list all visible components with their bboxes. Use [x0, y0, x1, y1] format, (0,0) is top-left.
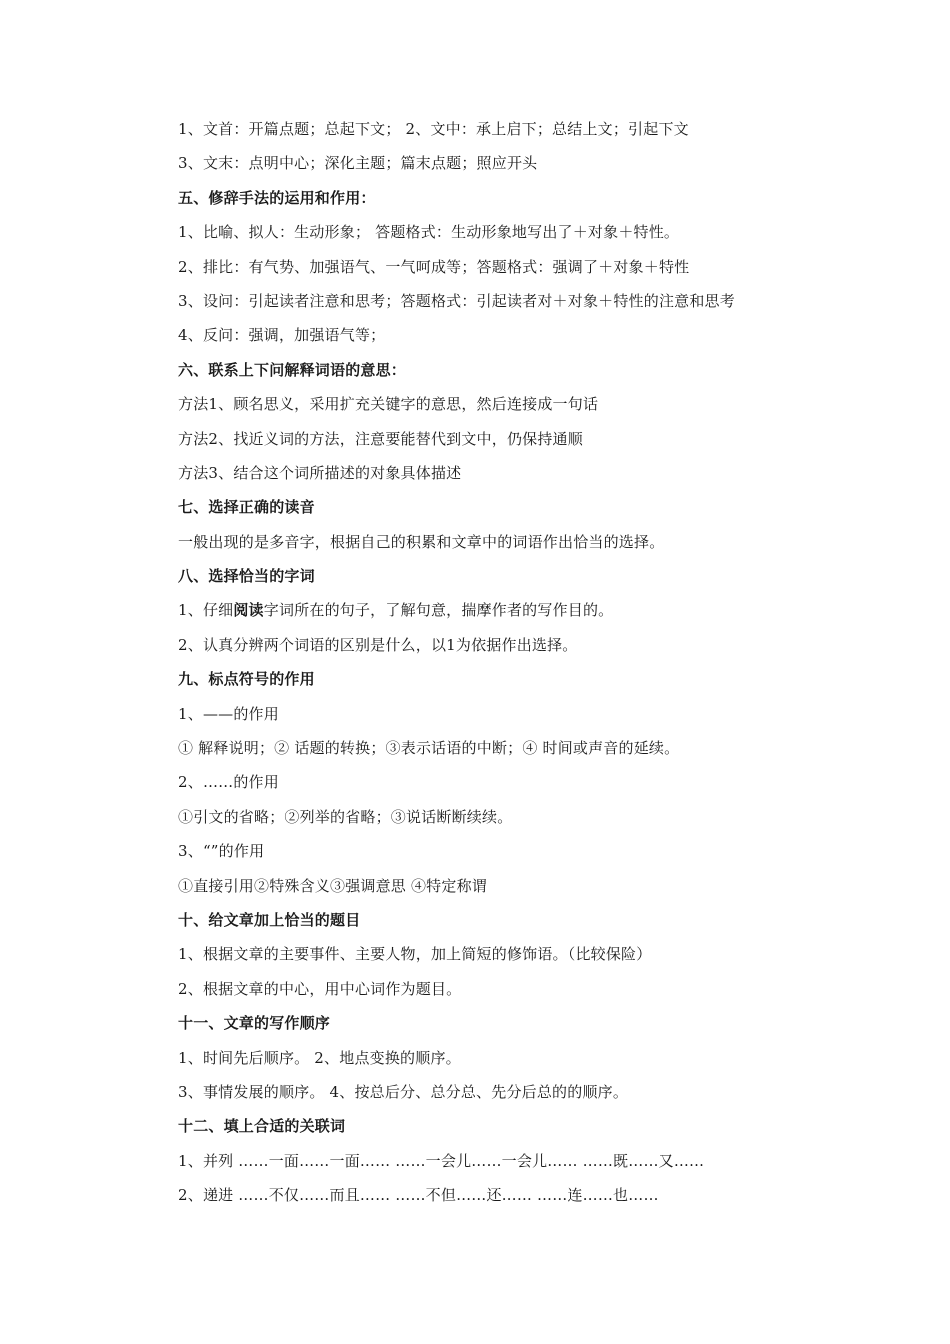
text-line: 3、文末：点明中心；深化主题；篇末点题；照应开头 [178, 154, 538, 173]
document-page [178, 112, 878, 1213]
text-line: 1、并列 ……一面……一面…… ……一会儿……一会儿…… ……既……又…… [178, 1151, 705, 1170]
bold-word: 阅读 [233, 601, 264, 620]
text-fragment: 字词所在的句子，了解句意，揣摩作者的写作目的。 [263, 601, 614, 620]
text-line: 方法3、结合这个词所描述的对象具体描述 [178, 463, 462, 482]
text-line: 2、排比：有气势、加强语气、一气呵成等；答题格式：强调了＋对象＋特性 [178, 257, 690, 276]
text-fragment: 1、仔细 [178, 601, 234, 620]
section-heading: 十一、文章的写作顺序 [178, 1014, 331, 1033]
text-line: 1、——的作用 [178, 704, 279, 723]
text-line: ①引文的省略；②列举的省略；③说话断断续续。 [178, 807, 513, 826]
text-line: 2、递进 ……不仅……而且…… ……不但……还…… ……连……也…… [178, 1186, 659, 1205]
section-heading: 九、标点符号的作用 [178, 670, 315, 689]
section-heading: 十、给文章加上恰当的题目 [178, 910, 361, 929]
section-heading: 五、修辞手法的运用和作用： [178, 188, 376, 207]
text-line: 3、事情发展的顺序。 4、按总后分、总分总、先分后总的的顺序。 [178, 1082, 629, 1101]
text-line: 1、文首：开篇点题；总起下文； 2、文中：承上启下；总结上文；引起下文 [178, 120, 689, 138]
text-line: 2、根据文章的中心，用中心词作为题目。 [178, 979, 462, 998]
text-line: ① 解释说明；② 话题的转换；③表示话语的中断；④ 时间或声音的延续。 [178, 739, 680, 758]
text-line: 方法1、顾名思义，采用扩充关键字的意思，然后连接成一句话 [178, 395, 599, 414]
text-line: 2、……的作用 [178, 773, 279, 792]
text-line: ①直接引用②特殊含义③强调意思 ④特定称谓 [178, 876, 487, 895]
text-line: 3、“”的作用 [178, 842, 265, 861]
section-heading: 十二、填上合适的关联词 [178, 1117, 346, 1136]
section-heading: 七、选择正确的读音 [178, 498, 315, 517]
text-line: 1、时间先后顺序。 2、地点变换的顺序。 [178, 1048, 461, 1067]
text-line: 1、根据文章的主要事件、主要人物，加上简短的修饰语。（比较保险） [178, 945, 652, 964]
text-line-with-bold [178, 593, 878, 627]
text-line: 一般出现的是多音字，根据自己的积累和文章中的词语作出恰当的选择。 [178, 532, 665, 551]
text-line: 3、设问：引起读者注意和思考；答题格式：引起读者对＋对象＋特性的注意和思考 [178, 291, 735, 310]
section-heading: 六、联系上下问解释词语的意思： [178, 360, 407, 379]
section-heading: 八、选择恰当的字词 [178, 567, 315, 586]
text-line: 2、认真分辨两个词语的区别是什么，以1为依据作出选择。 [178, 635, 578, 654]
text-line: 4、反问：强调，加强语气等； [178, 326, 386, 345]
text-line: 方法2、找近义词的方法，注意要能替代到文中，仍保持通顺 [178, 429, 583, 448]
text-line: 1、比喻、拟人：生动形象； 答题格式：生动形象地写出了＋对象＋特性。 [178, 223, 680, 242]
